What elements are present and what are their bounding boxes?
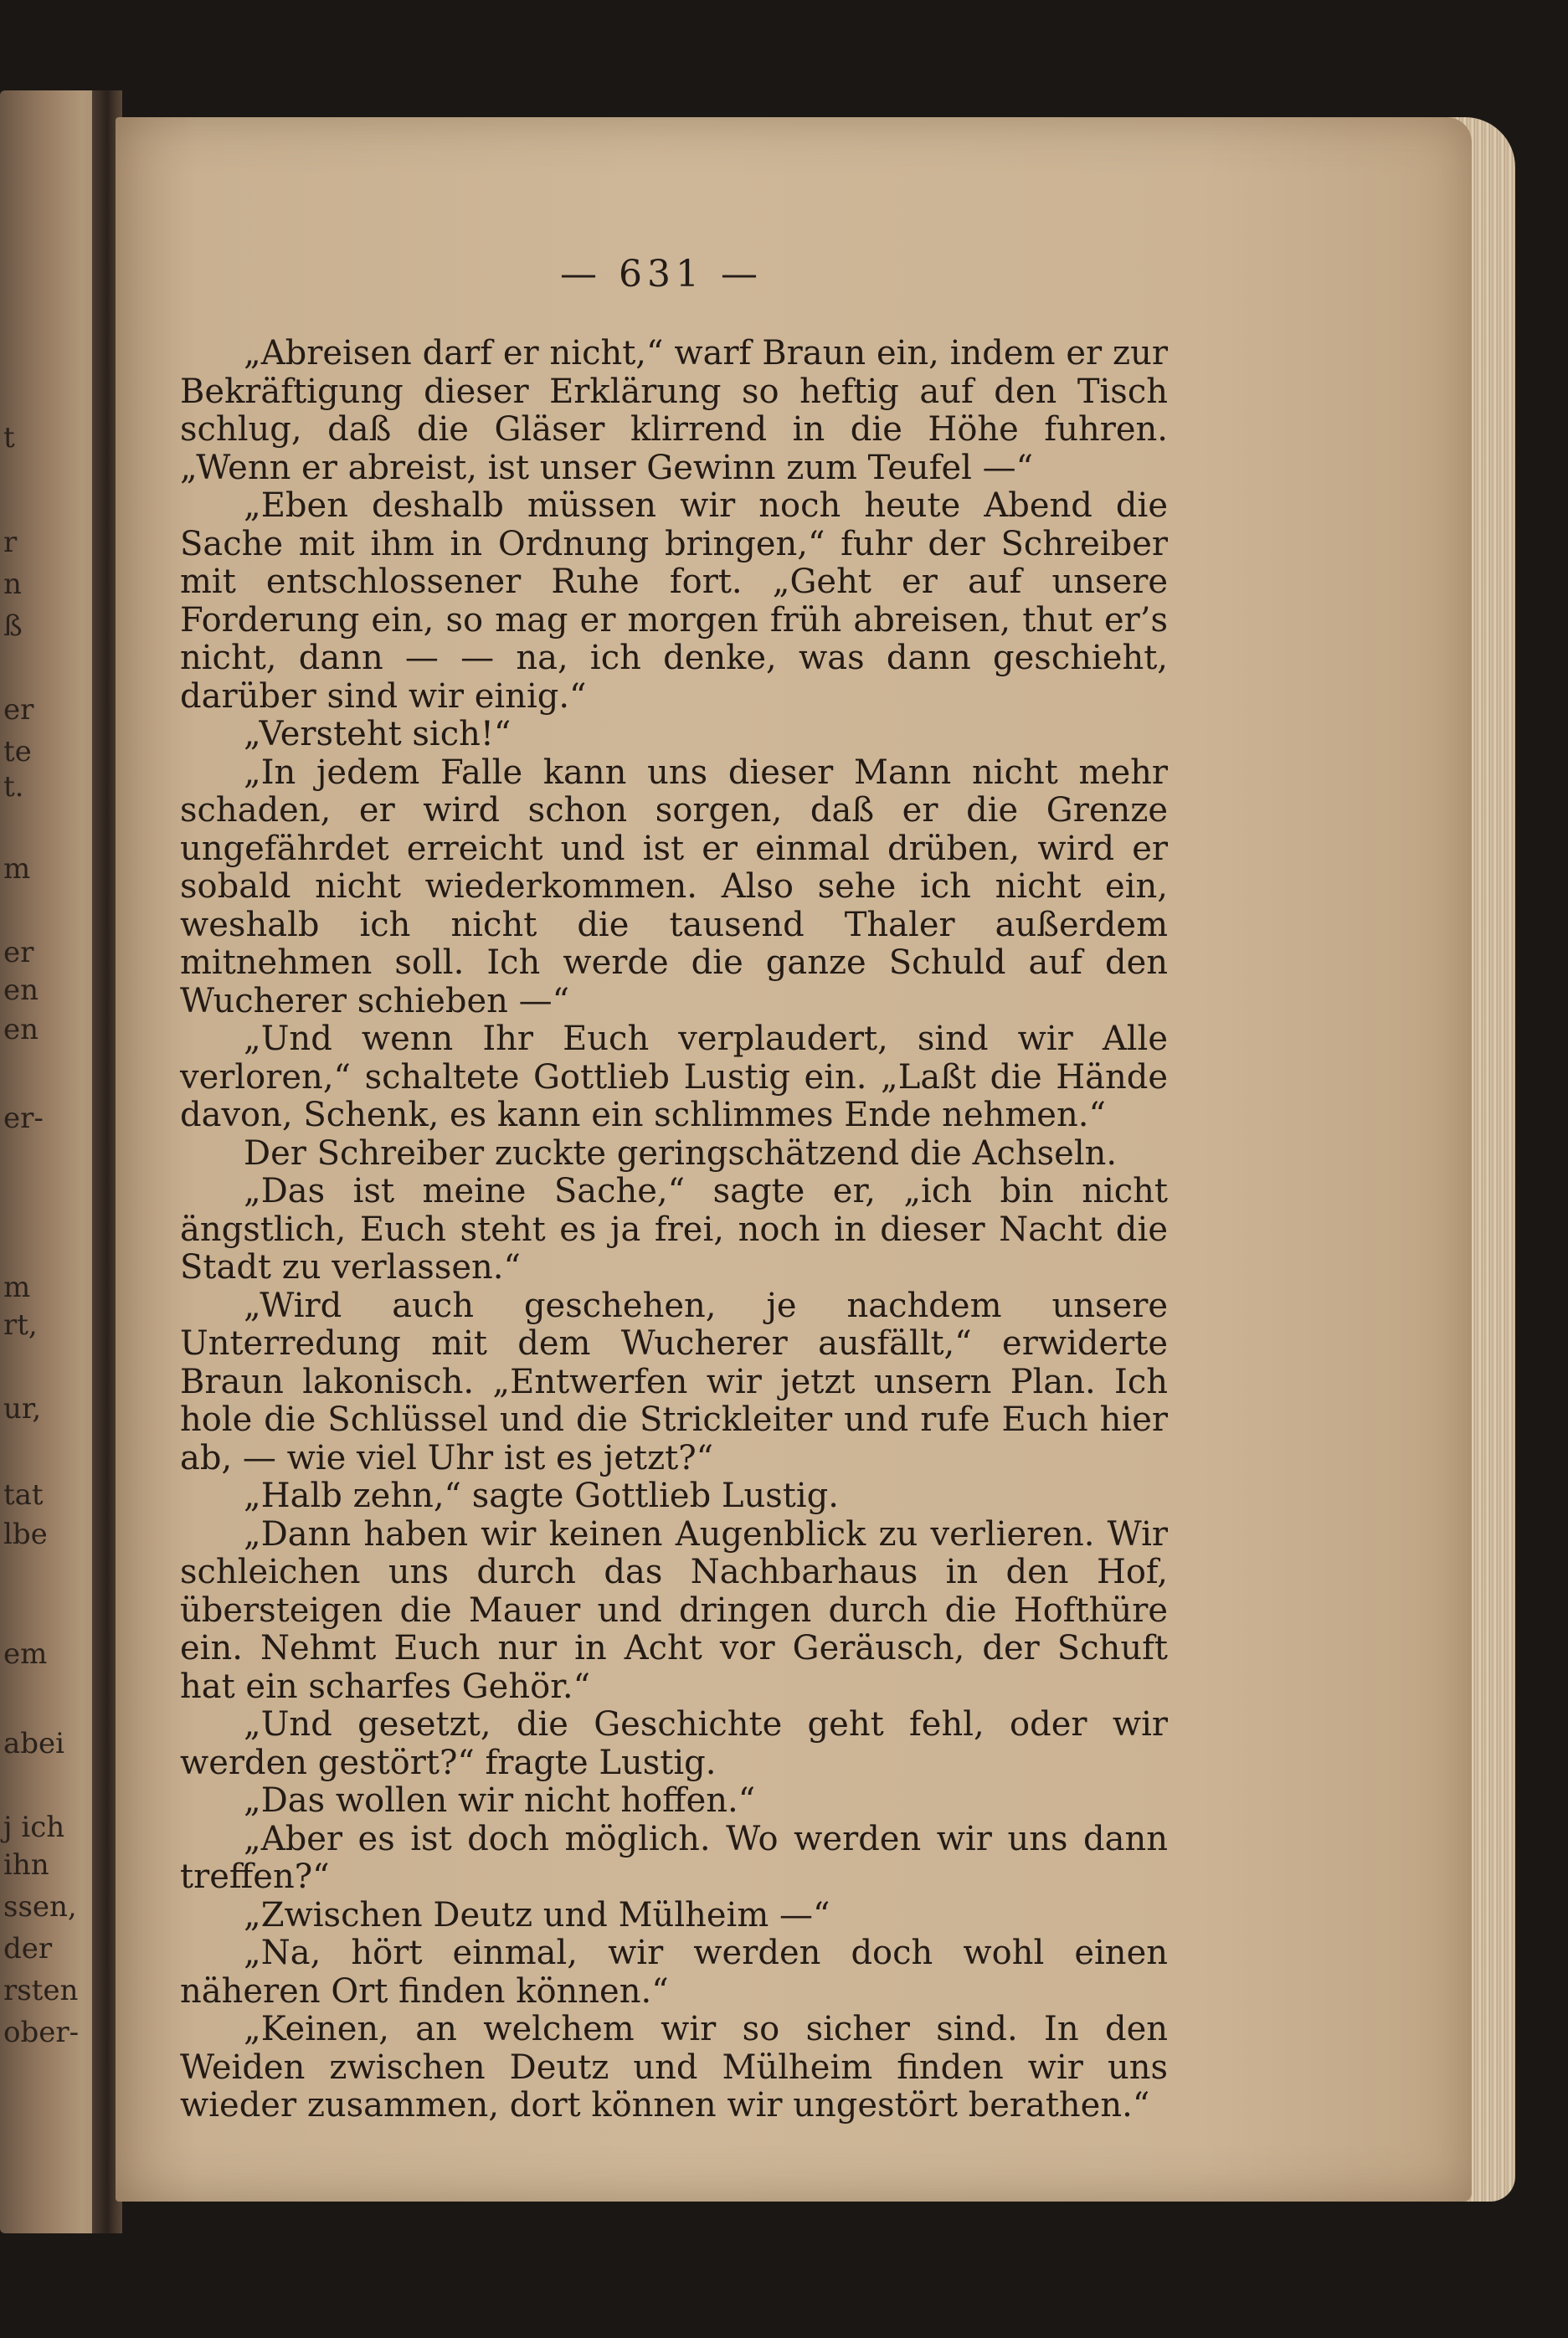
- paragraph: „Versteht sich!“: [244, 715, 512, 753]
- paragraph: „Abreisen darf er nicht,“ warf Braun ein, indem er zur Bekräftigung dieser Erklärung so heftig auf den Tisch schlug, daß die Gläser klirrend in die Höhe fuhren. „Wenn er abreist, ist unser Gewinn zum Teufel —“: [180, 334, 1168, 487]
- left-fragment: tat: [3, 1478, 44, 1512]
- paragraph: „Keinen, an welchem wir so sicher sind. In den Weiden zwischen Deutz und Mülheim finden wir uns wieder zusammen, dort können wir ungestört berathen.“: [180, 2010, 1168, 2125]
- paragraph: „Das wollen wir nicht hoffen.“: [244, 1781, 756, 1820]
- paragraph: „Das ist meine Sache,“ sagte er, „ich bin nicht ängstlich, Euch steht es ja frei, noch in dieser Nacht die Stadt zu verlassen.“: [180, 1172, 1168, 1287]
- left-fragment: n: [3, 568, 22, 601]
- paragraph: „Dann haben wir keinen Augenblick zu verlieren. Wir schleichen uns durch das Nachbarhaus in den Hof, übersteigen die Mauer und dringen durch die Hofthüre ein. Nehmt Euch nur in Acht vor Geräusch, der Schuft hat ein scharfes Gehör.“: [180, 1514, 1168, 1706]
- left-fragment: j ich: [3, 1811, 65, 1844]
- paragraph: „Aber es ist doch möglich. Wo werden wir uns dann treffen?“: [180, 1819, 1168, 1896]
- left-fragment: m: [3, 1271, 31, 1304]
- page-number: — 631 —: [560, 253, 763, 295]
- left-fragment: ß: [3, 609, 23, 643]
- paragraph: „Na, hört einmal, wir werden doch wohl einen näheren Ort finden können.“: [180, 1934, 1168, 2011]
- paragraph: „Halb zehn,“ sagte Gottlieb Lustig.: [244, 1477, 839, 1515]
- left-fragment: ober-: [3, 2016, 80, 2049]
- left-fragment: rt,: [3, 1308, 38, 1342]
- left-fragment: r: [3, 526, 18, 559]
- left-fragment: der: [3, 1932, 53, 1965]
- paragraph: Der Schreiber zuckte geringschätzend die Achseln.: [244, 1133, 1118, 1173]
- paragraph: „Und gesetzt, die Geschichte geht fehl, oder wir werden gestört?“ fragte Lustig.: [180, 1705, 1168, 1782]
- left-fragment: abei: [3, 1727, 65, 1760]
- left-fragment: en: [3, 1013, 39, 1046]
- left-fragment: te: [3, 735, 32, 768]
- paragraph: „In jedem Falle kann uns dieser Mann nicht mehr schaden, er wird schon sorgen, daß er die Grenze ungefährdet erreicht und ist er einmal drüben, wird er sobald nicht wiederkommen. Also sehe ich nicht ein, weshalb ich nicht die tausend Thaler außerdem mitnehmen soll. Ich werde die ganze Schuld auf den Wucherer schieben —“: [180, 753, 1168, 1020]
- left-fragment: m: [3, 852, 31, 886]
- left-fragment: er-: [3, 1102, 44, 1135]
- left-fragment: t.: [3, 770, 24, 804]
- paragraph: „Wird auch geschehen, je nachdem unsere Unterredung mit dem Wucherer ausfällt,“ erwiderte Braun lakonisch. „Entwerfen wir jetzt unsern Plan. Ich hole die Schlüssel und die Strickleiter und rufe Euch hier ab, — wie viel Uhr ist es jetzt?“: [180, 1286, 1168, 1477]
- left-fragment: er: [3, 693, 34, 727]
- left-fragment: er: [3, 936, 34, 969]
- left-page-text-fragments: [0, 90, 100, 2233]
- page-text: [180, 335, 1168, 2125]
- left-fragment: rsten: [3, 1974, 79, 2007]
- left-fragment: lbe: [3, 1518, 48, 1551]
- paragraph: „Eben deshalb müssen wir noch heute Abend die Sache mit ihm in Ordnung bringen,“ fuhr der Schreiber mit entschlossener Ruhe fort. „Geht er auf unsere Forderung ein, so mag er morgen früh abreisen, thut er’s nicht, dann — — na, ich denke, was dann geschieht, darüber sind wir einig.“: [180, 486, 1168, 716]
- paragraph: „Und wenn Ihr Euch verplaudert, sind wir Alle verloren,“ schaltete Gottlieb Lustig ein. „Laßt die Hände davon, Schenk, es kann ein schlimmes Ende nehmen.“: [180, 1020, 1168, 1134]
- left-fragment: ssen,: [3, 1890, 77, 1924]
- left-fragment: ur,: [3, 1392, 42, 1426]
- left-fragment: en: [3, 974, 39, 1007]
- paragraph: „Zwischen Deutz und Mülheim —“: [244, 1895, 830, 1935]
- left-fragment: em: [3, 1637, 48, 1671]
- left-fragment: t: [3, 421, 15, 455]
- left-fragment: ihn: [3, 1848, 49, 1882]
